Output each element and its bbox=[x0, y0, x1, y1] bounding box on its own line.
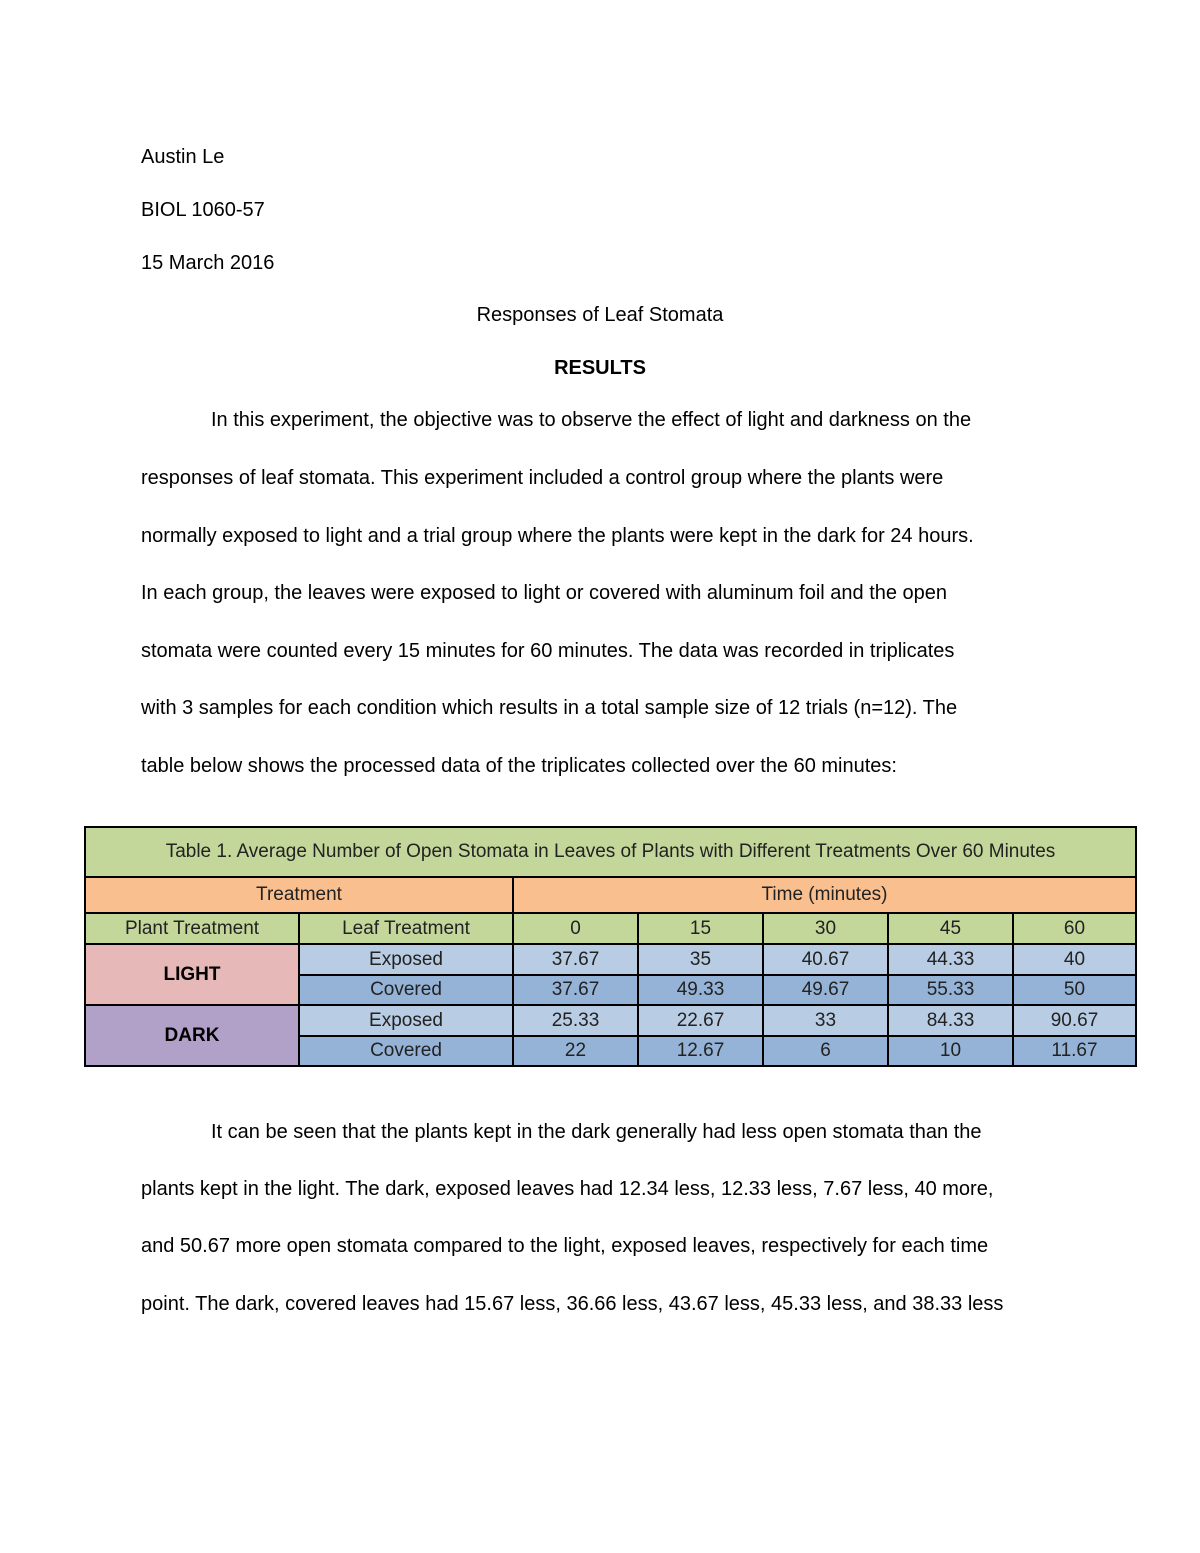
value-cell: 33 bbox=[764, 1006, 889, 1037]
leaf-dark-exposed: Exposed bbox=[300, 1006, 514, 1037]
paragraph-line: In each group, the leaves were exposed to light or covered with aluminum foil and the open bbox=[141, 582, 948, 604]
value-cell: 44.33 bbox=[889, 945, 1014, 976]
value-cell: 10 bbox=[889, 1037, 1014, 1065]
paragraph-line: with 3 samples for each condition which results in a total sample size of 12 trials (n=12). The bbox=[141, 697, 958, 719]
stomata-table bbox=[84, 826, 1137, 1067]
plant-treatment-light: LIGHT bbox=[86, 945, 300, 1006]
paragraph-line: plants kept in the light. The dark, exposed leaves had 12.34 less, 12.33 less, 7.67 less, 40 more, bbox=[141, 1178, 994, 1200]
value-cell: 40 bbox=[1014, 945, 1135, 976]
author-name: Austin Le bbox=[141, 146, 225, 168]
value-cell: 90.67 bbox=[1014, 1006, 1135, 1037]
value-cell: 25.33 bbox=[514, 1006, 639, 1037]
paragraph-line: and 50.67 more open stomata compared to the light, exposed leaves, respectively for each time bbox=[141, 1235, 989, 1257]
document-title: Responses of Leaf Stomata bbox=[476, 304, 724, 326]
header-time-30: 30 bbox=[764, 914, 889, 945]
paragraph-line: table below shows the processed data of the triplicates collected over the 60 minutes: bbox=[141, 755, 897, 777]
header-leaf-treatment: Leaf Treatment bbox=[300, 914, 514, 945]
section-heading: RESULTS bbox=[554, 357, 646, 379]
header-treatment: Treatment bbox=[86, 878, 514, 914]
course-code: BIOL 1060-57 bbox=[141, 199, 265, 221]
value-cell: 12.67 bbox=[639, 1037, 764, 1065]
value-cell: 11.67 bbox=[1014, 1037, 1135, 1065]
table-caption: Table 1. Average Number of Open Stomata in Leaves of Plants with Different Treatments Over 60 Minutes bbox=[86, 828, 1135, 878]
header-time-45: 45 bbox=[889, 914, 1014, 945]
value-cell: 22 bbox=[514, 1037, 639, 1065]
document-date: 15 March 2016 bbox=[141, 252, 275, 274]
value-cell: 55.33 bbox=[889, 976, 1014, 1006]
plant-treatment-dark: DARK bbox=[86, 1006, 300, 1065]
value-cell: 37.67 bbox=[514, 976, 639, 1006]
value-cell: 37.67 bbox=[514, 945, 639, 976]
paragraph-line: point. The dark, covered leaves had 15.67 less, 36.66 less, 43.67 less, 45.33 less, and 38.33 less bbox=[141, 1293, 1004, 1315]
paragraph-line: normally exposed to light and a trial group where the plants were kept in the dark for 24 hours. bbox=[141, 525, 974, 547]
leaf-light-exposed: Exposed bbox=[300, 945, 514, 976]
value-cell: 50 bbox=[1014, 976, 1135, 1006]
value-cell: 40.67 bbox=[764, 945, 889, 976]
header-time-60: 60 bbox=[1014, 914, 1135, 945]
value-cell: 6 bbox=[764, 1037, 889, 1065]
paragraph-line: In this experiment, the objective was to observe the effect of light and darkness on the bbox=[211, 409, 972, 431]
value-cell: 49.33 bbox=[639, 976, 764, 1006]
leaf-light-covered: Covered bbox=[300, 976, 514, 1006]
leaf-dark-covered: Covered bbox=[300, 1037, 514, 1065]
value-cell: 35 bbox=[639, 945, 764, 976]
header-time-0: 0 bbox=[514, 914, 639, 945]
value-cell: 22.67 bbox=[639, 1006, 764, 1037]
header-time-15: 15 bbox=[639, 914, 764, 945]
paragraph-line: It can be seen that the plants kept in the dark generally had less open stomata than the bbox=[211, 1121, 982, 1143]
value-cell: 84.33 bbox=[889, 1006, 1014, 1037]
header-time: Time (minutes) bbox=[514, 878, 1135, 914]
paragraph-line: responses of leaf stomata. This experiment included a control group where the plants were bbox=[141, 467, 944, 489]
value-cell: 49.67 bbox=[764, 976, 889, 1006]
header-plant-treatment: Plant Treatment bbox=[86, 914, 300, 945]
paragraph-line: stomata were counted every 15 minutes for 60 minutes. The data was recorded in triplicates bbox=[141, 640, 955, 662]
